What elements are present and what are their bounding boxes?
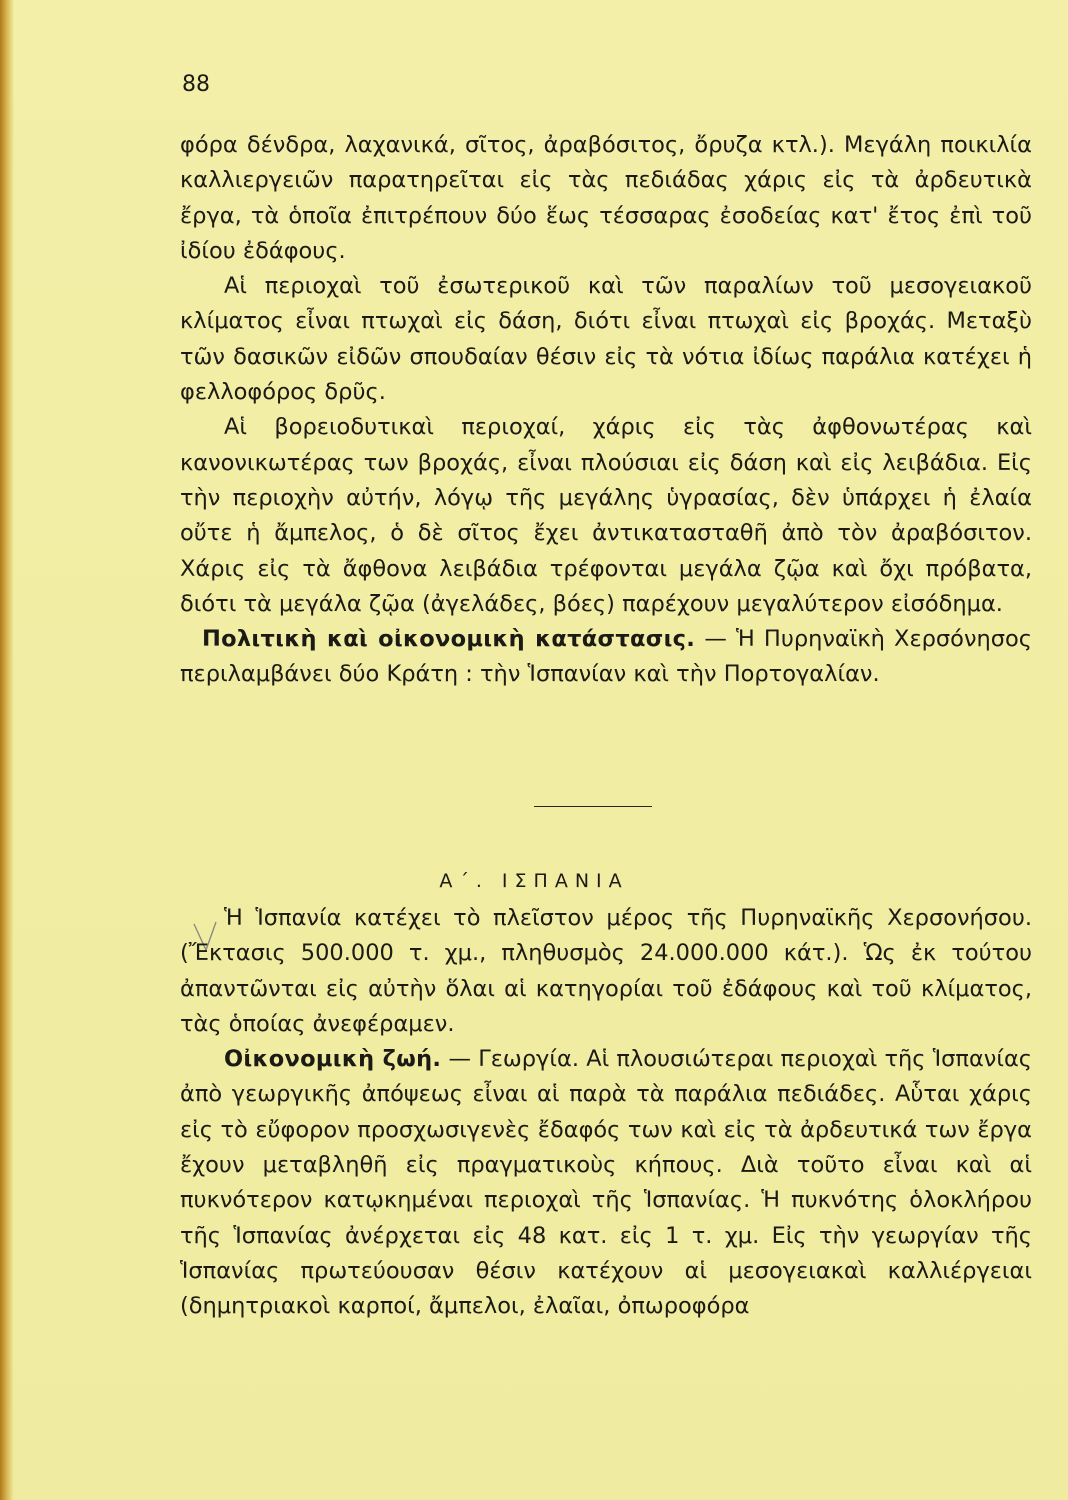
paragraph-crops-continued: φόρα δένδρα, λαχανικά, σῖτος, ἀραβόσιτος, ὄρυζα κτλ.). Μεγάλη ποικιλία καλλιεργειῶν παρατηρεῖται εἰς τὰς πεδιάδας χάρις εἰς τὰ ἀρδευτικὰ ἔργα, τὰ ὁποῖα ἐπιτρέπουν δύο ἕως τέσσαρας ἐσοδείας κατ' ἔτος ἐπὶ τοῦ ἰδίου ἐδάφους. [180, 132, 1032, 264]
paragraph-mediterranean-regions: Αἱ περιοχαὶ τοῦ ἐσωτερικοῦ καὶ τῶν παραλίων τοῦ μεσογειακοῦ κλίματος εἶναι πτωχαὶ εἰς δάση, διότι εἶναι πτωχαὶ εἰς βροχάς. Μεταξὺ τῶν δασικῶν εἰδῶν σπουδαίαν θέσιν εἰς τὰ νότια ἰδίως παράλια κατέχει ἡ φελλοφόρος δρῦς. [180, 273, 1032, 406]
paragraph-spain-intro: Ἡ Ἱσπανία κατέχει τὸ πλεῖστον μέρος τῆς Πυρηναϊκῆς Χερσονήσου. (Ἔκτασις 500.000 τ. χμ., πληθυσμὸς 24.000.000 κάτ.). Ὡς ἐκ τούτου ἀπαντῶνται εἰς αὐτὴν ὅλαι αἱ κατηγορίαι τοῦ ἐδάφους καὶ τοῦ κλίματος, τὰς ὁποίας ἀνεφέραμεν. [180, 905, 1032, 1037]
text-block-spain [180, 901, 1032, 1325]
text-block-top [180, 128, 1032, 693]
paragraph-political-situation [180, 622, 1032, 693]
paragraph-economic-life [180, 1042, 1032, 1324]
section-divider [534, 806, 652, 807]
political-situation-heading: Πολιτικὴ καὶ οἰκονομικὴ κατάστασις. [202, 626, 696, 653]
political-situation-text: — Ἡ Πυρηναϊκὴ Χερσόνησος περιλαμβάνει δύο Κράτη : τὴν Ἱσπανίαν καὶ τὴν Πορτογαλίαν. [180, 626, 1033, 688]
page-number: 88 [182, 72, 210, 97]
paragraph-northwest-regions: Αἱ βορειοδυτικαὶ περιοχαί, χάρις εἰς τὰς ἀφθονωτέρας καὶ κανονικωτέρας των βροχάς, εἶναι πλούσιαι εἰς δάση καὶ εἰς λειβάδια. Εἰς τὴν περιοχὴν αὐτήν, λόγῳ τῆς μεγάλης ὑγρασίας, δὲν ὑπάρχει ἡ ἐλαία οὔτε ἡ ἄμπελος, ὁ δὲ σῖτος ἔχει ἀντικατασταθῆ ἀπὸ τὸν ἀραβόσιτον. Χάρις εἰς τὰ ἄφθονα λειβάδια τρέφονται μεγάλα ζῷα καὶ ὄχι πρόβατα, διότι τὰ μεγάλα ζῷα (ἀγελάδες, βόες) παρέχουν μεγαλύτερον εἰσόδημα. [180, 414, 1032, 617]
economic-life-text: — Γεωργία. Αἱ πλουσιώτεραι περιοχαὶ τῆς Ἱσπανίας ἀπὸ γεωργικῆς ἀπόψεως εἶναι αἱ παρὰ τὰ παράλια πεδιάδες. Αὗται χάρις εἰς τὸ εὔφορον προσχωσιγενὲς ἔδαφός των καὶ εἰς τὰ ἀρδευτικά των ἔργα ἔχουν μεταβληθῆ εἰς πραγματικοὺς κήπους. Διὰ τοῦτο εἶναι καὶ αἱ πυκνότερον κατῳκημέναι περιοχαὶ τῆς Ἱσπανίας. Ἡ πυκνότης ὁλοκλήρου τῆς Ἱσπανίας ἀνέρχεται εἰς 48 κατ. εἰς 1 τ. χμ. Εἰς τὴν γεωργίαν τῆς Ἱσπανίας πρωτεύουσαν θέσιν κατέχουν αἱ μεσογειακαὶ καλλιέργειαι (δημητριακοὶ καρποί, ἄμπελοι, ἐλαῖαι, ὀπωροφόρα [180, 1046, 1032, 1320]
section-title-spain: Α΄. ΙΣΠΑΝΙΑ [439, 870, 629, 892]
economic-life-heading: Οἰκονομικὴ ζωή. [224, 1046, 442, 1073]
